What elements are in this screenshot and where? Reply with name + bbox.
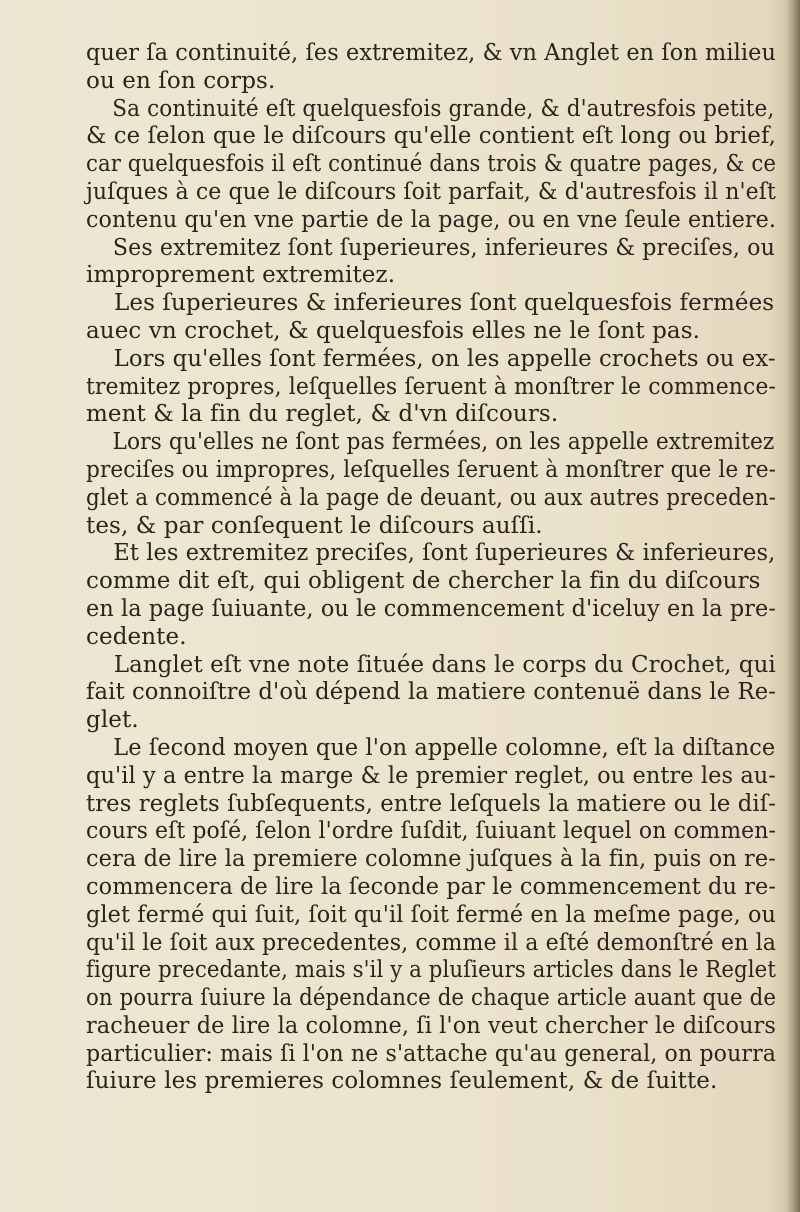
text-line: particulier: mais ſi l'on ne s'attache qu'au general, on pourra [86, 1040, 777, 1067]
text-line: preciſes ou impropres, leſquelles ſeruent à monſtrer que le re- [86, 456, 777, 483]
text-line: contenu qu'en vne partie de la page, ou en vne ſeule entiere. [86, 206, 776, 233]
paragraph-start-line: Lors qu'elles ne ſont pas fermées, on les appelle extremitez [112, 429, 775, 456]
text-line: & ce ſelon que le diſcours qu'elle contient eſt long ou brief, [86, 123, 777, 150]
text-line: ment & la fin du reglet, & d'vn diſcours. [86, 401, 559, 428]
paragraph-start-line: Langlet eſt vne note ſituée dans le corps du Crochet, qui [113, 651, 776, 678]
text-line: ſuiure les premieres colomnes ſeulement, & de ſuitte. [86, 1068, 718, 1095]
text-line: figure precedante, mais s'il y a pluſieurs articles dans le Reglet [86, 957, 776, 984]
text-line: qu'il y a entre la marge & le premier reglet, ou entre les au- [86, 762, 776, 789]
text-line: glet. [86, 707, 139, 734]
text-line: tremitez propres, leſquelles ſeruent à monſtrer le commence- [86, 373, 777, 400]
paragraph-start-line: Et les extremitez preciſes, ſont ſuperieures & inferieures, [113, 540, 776, 567]
text-line: glet fermé qui ſuit, ſoit qu'il ſoit fermé en la meſme page, ou [86, 901, 777, 928]
text-line: comme dit eſt, qui obligent de chercher la fin du diſcours [86, 568, 761, 595]
text-line: auec vn crochet, & quelquesfois elles ne le ſont pas. [86, 317, 701, 344]
text-line: en la page ſuiuante, ou le commencement d'iceluy en la pre- [86, 595, 777, 622]
text-line: fait connoiſtre d'où dépend la matiere contenuë dans le Re- [86, 679, 776, 706]
text-line: tres reglets ſubſequents, entre leſquels la matiere ou le diſ- [86, 790, 777, 817]
text-line: racheuer de lire la colomne, ſi l'on veut chercher le diſcours [86, 1012, 776, 1039]
text-line: juſques à ce que le diſcours ſoit parfait, & d'autresfois il n'eſt [86, 178, 777, 205]
text-line: on pourra ſuiure la dépendance de chaque article auant que de [86, 985, 777, 1012]
text-line: quer ſa continuité, ſes extremitez, & vn Anglet en ſon milieu [86, 40, 776, 66]
text-line: qu'il le ſoit aux precedentes, comme il a eſté demonſtré en la [86, 929, 777, 956]
paragraph-start-line: Lors qu'elles ſont fermées, on les appelle crochets ou ex- [113, 345, 776, 372]
paragraph-start-line: Ses extremitez ſont ſuperieures, inferieures & preciſes, ou [112, 234, 775, 261]
paragraph-start-line: Le ſecond moyen que l'on appelle colomne, eſt la diſtance [113, 734, 776, 761]
text-line: ou en ſon corps. [86, 67, 276, 94]
text-line: cera de lire la premiere colomne juſques à la fin, puis on re- [86, 846, 776, 873]
text-line: car quelquesfois il eſt continué dans trois & quatre pages, & ce [86, 151, 777, 178]
text-line: cedente. [86, 623, 187, 650]
paragraph-start-line: Les ſuperieures & inferieures ſont quelquesfois fermées [114, 290, 775, 317]
text-line: improprement extremitez. [86, 262, 396, 289]
body-text [86, 40, 776, 1096]
page-gutter-shadow [786, 0, 800, 1212]
text-line: glet a commencé à la page de deuant, ou aux autres preceden- [86, 484, 776, 511]
text-line: cours eſt poſé, ſelon l'ordre ſuſdit, ſuiuant lequel on commen- [86, 818, 777, 845]
text-line: tes, & par conſequent le diſcours auſſi. [86, 512, 543, 539]
text-line: commencera de lire la ſeconde par le commencement du re- [86, 873, 777, 900]
paragraph-start-line: Sa continuité eſt quelquesfois grande, & d'autresfois petite, [112, 95, 775, 122]
